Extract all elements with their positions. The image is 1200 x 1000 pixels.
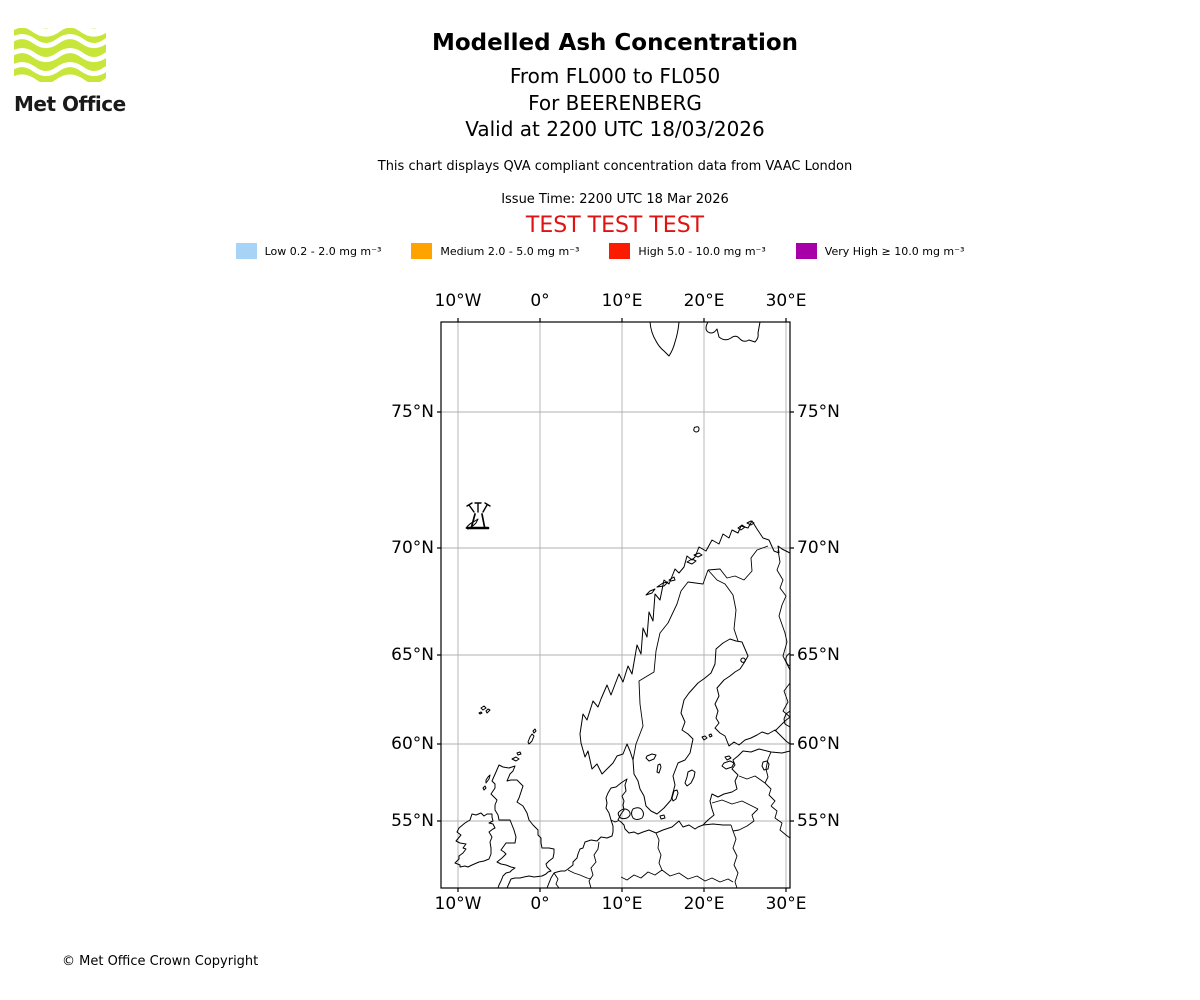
legend-label-low: Low 0.2 - 2.0 mg m⁻³ (264, 244, 382, 258)
subtitle-volcano: For BEERENBERG (528, 91, 702, 115)
y-tick-right-75n: 75°N (797, 402, 840, 422)
legend-label-medium: Medium 2.0 - 5.0 mg m⁻³ (440, 244, 580, 258)
x-tick-top-10w: 10°W (434, 291, 482, 311)
x-tick-bottom-0: 0° (530, 894, 550, 914)
x-tick-top-30e: 30°E (765, 291, 807, 311)
y-tick-right-70n: 70°N (797, 538, 840, 558)
y-tick-left-65n: 65°N (391, 645, 434, 665)
legend-item-very-high (796, 243, 965, 259)
x-tick-top-0: 0° (530, 291, 550, 311)
subtitle-flight-levels: From FL000 to FL050 (509, 64, 721, 88)
legend-swatch-high (609, 243, 630, 259)
test-banner: TEST TEST TEST (525, 213, 705, 238)
y-tick-left-60n: 60°N (391, 734, 434, 754)
legend-swatch-medium (411, 243, 432, 259)
subtitle-valid-time: Valid at 2200 UTC 18/03/2026 (465, 117, 765, 141)
x-tick-bottom-10w: 10°W (434, 894, 482, 914)
legend-label-very-high: Very High ≥ 10.0 mg m⁻³ (824, 244, 965, 258)
x-tick-bottom-20e: 20°E (683, 894, 725, 914)
qva-description: This chart displays QVA compliant concentration data from VAAC London (377, 159, 853, 174)
coastline-great-britain (491, 765, 554, 888)
legend-item-medium (411, 243, 579, 259)
page-title: Modelled Ash Concentration (431, 30, 799, 56)
map-canvas (436, 317, 795, 893)
legend-item-high (609, 243, 765, 259)
legend-label-high: High 5.0 - 10.0 mg m⁻³ (638, 244, 766, 258)
issue-time: Issue Time: 2200 UTC 18 Mar 2026 (501, 192, 729, 207)
y-tick-left-70n: 70°N (391, 538, 434, 558)
x-tick-top-20e: 20°E (683, 291, 725, 311)
map-frame (437, 318, 794, 892)
coastline-scandinavia (580, 521, 790, 814)
coastline-svalbard (650, 322, 760, 356)
legend-swatch-very-high (796, 243, 817, 259)
x-tick-bottom-30e: 30°E (765, 894, 807, 914)
legend-swatch-low (236, 243, 257, 259)
y-tick-right-60n: 60°N (797, 734, 840, 754)
y-tick-right-65n: 65°N (797, 645, 840, 665)
map-gridlines (441, 322, 790, 888)
y-tick-right-55n: 55°N (797, 811, 840, 831)
x-tick-top-10e: 10°E (601, 291, 643, 311)
legend (0, 243, 1200, 259)
met-office-wordmark: Met Office (14, 92, 126, 116)
x-tick-bottom-10e: 10°E (601, 894, 643, 914)
country-borders (554, 546, 790, 888)
legend-item-low (236, 243, 382, 259)
volcano-icon (467, 503, 490, 528)
y-tick-left-75n: 75°N (391, 402, 434, 422)
coastline-islands (466, 427, 790, 820)
copyright-notice: © Met Office Crown Copyright (62, 954, 259, 969)
y-tick-left-55n: 55°N (391, 811, 434, 831)
